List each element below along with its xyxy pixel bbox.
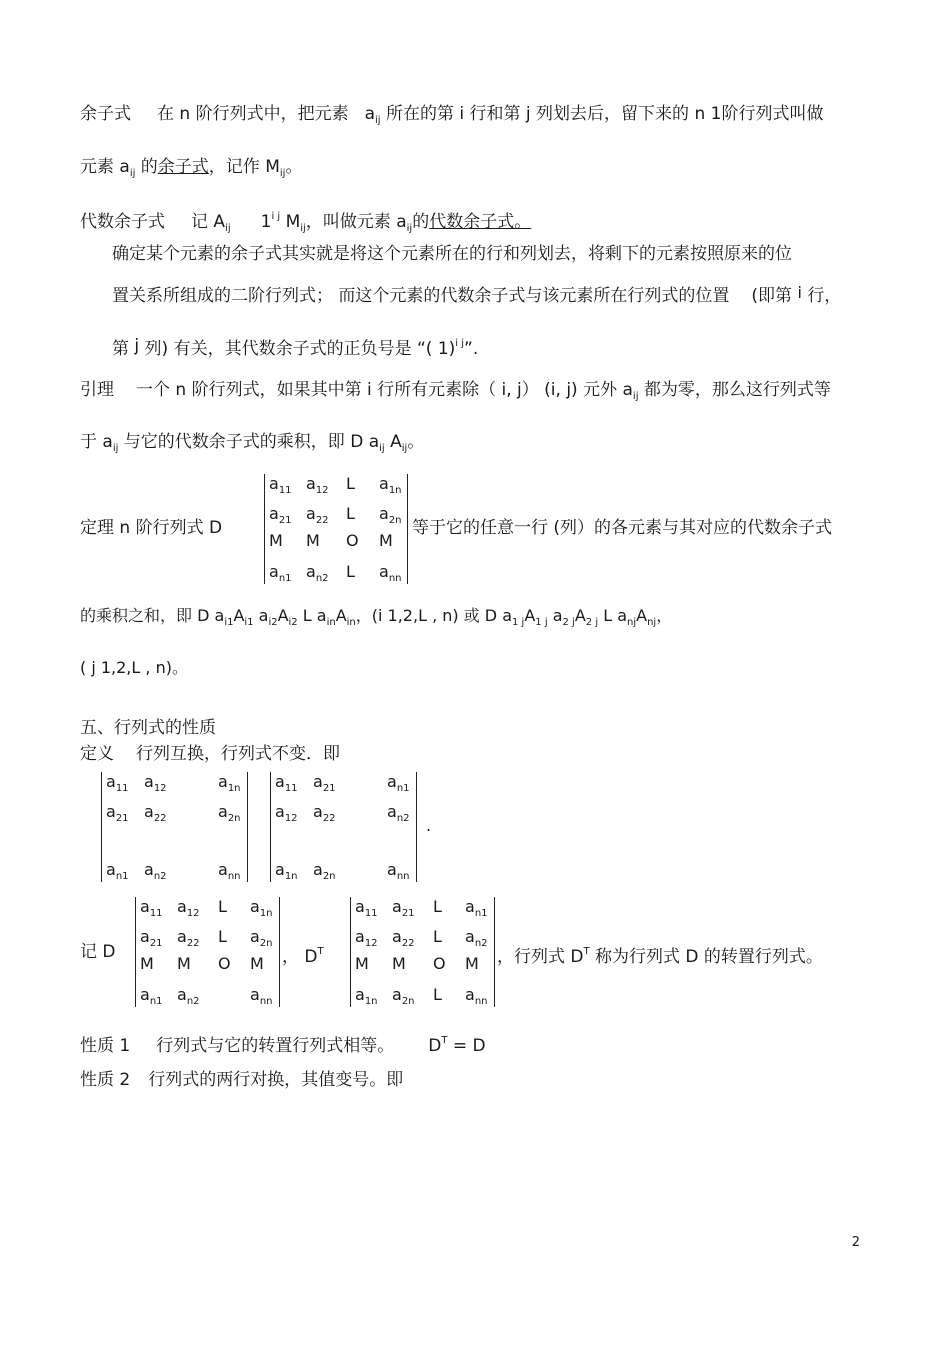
matrix-entry: $a_{21}$ [392,897,415,919]
term-definition: 定义 [80,744,114,764]
explain-line2: 置关系所组成的二阶行列式； 而这个元素的代数余子式与该元素所在行列式的位置 (即第 i 行， [112,283,842,306]
matrix-entry: $a_{2n}$ [313,860,336,882]
matrix-entry: M [379,531,393,550]
theorem-line3: ( j 1,2,L , n)。 [80,658,188,677]
matrix-entry: $a_{22}$ [144,802,167,824]
determinant-theorem [264,474,408,584]
definition-transpose: 定义 行列互换，行列式不变．即 [80,744,340,764]
matrix-entry: $a_{nn}$ [379,562,402,584]
matrix-entry: M [355,954,369,973]
term-lemma: 引理 [80,380,114,400]
matrix-entry: $a_{n2}$ [177,985,200,1007]
matrix-entry: $a_{11}$ [275,772,298,794]
matrix-entry: $a_{1n}$ [250,897,273,919]
matrix-entry: $a_{1n}$ [275,860,298,882]
matrix-entry: $a_{nn}$ [465,985,488,1007]
matrix-entry: M [269,531,283,550]
matrix-entry: O [433,954,446,973]
matrix-entry: $a_{12}$ [144,772,167,794]
matrix-entry: $a_{21}$ [313,772,336,794]
term-property-2: 性质 2 [80,1070,131,1090]
term-cofactor: 代数余子式 [80,212,165,232]
matrix-entry: $a_{11}$ [355,897,378,919]
matrix-entry: $a_{21}$ [269,504,292,526]
matrix-entry: $a_{n2}$ [465,927,488,949]
matrix-entry: L [218,897,227,916]
matrix-entry: $a_{12}$ [355,927,378,949]
page-number: 2 [851,1235,860,1250]
matrix-entry: $a_{n2}$ [144,860,167,882]
lemma-line1: 引理 一个 n 阶行列式，如果其中第 i 行所有元素除（ i, j） (i, j) 元外 $a_{ij}$ 都为零，那么这行列式等 [80,380,831,402]
transpose-definition-text: ，行列式 $D^T$ 称为行列式 D 的转置行列式。 [497,946,823,967]
matrix-entry: $a_{2n}$ [392,985,415,1007]
matrix-entry: $a_{11}$ [106,772,129,794]
property-1: 性质 1 行列式与它的转置行列式相等。 $D^T = D$ [80,1035,486,1056]
matrix-entry: L [346,562,355,581]
matrix-entry: L [346,474,355,493]
explain-line1: 确定某个元素的余子式其实就是将这个元素所在的行和列划去，将剩下的元素按照原来的位 [112,244,792,264]
matrix-entry: M [177,954,191,973]
notation-DT: ， $D^T$ [282,946,324,967]
matrix-entry: L [346,504,355,523]
matrix-entry: $a_{22}$ [313,802,336,824]
matrix-entry: $a_{11}$ [269,474,292,496]
matrix-entry: L [218,927,227,946]
matrix-entry: $a_{11}$ [140,897,163,919]
matrix-entry: M [140,954,154,973]
matrix-entry: $a_{22}$ [177,927,200,949]
explain-line3: 第 j 列) 有关，其代数余子式的正负号是 “( 1)$^{i j}$”. [112,336,479,359]
matrix-entry: $a_{2n}$ [218,802,241,824]
lemma-line2: 于 $a_{ij}$ 与它的代数余子式的乘积，即 D $a_{ij}$ $A_{ij}$。 [80,432,425,454]
def-cofactor-line: 代数余子式 记 $A_{ij}$ $1^{i j}$ $M_{ij}$，叫做元素 $a_{ij}$的代数余子式。 [80,211,532,234]
matrix-entry: M [250,954,264,973]
notation-D: 记 D [80,942,116,962]
section-heading: 五、行列式的性质 [80,718,216,738]
matrix-entry: L [433,897,442,916]
def-minor-line2: 元素 $a_{ij}$ 的余子式，记作 $M_{ij}$。 [80,157,303,179]
matrix-entry: $a_{22}$ [306,504,329,526]
matrix-entry: O [218,954,231,973]
matrix-entry: $a_{2n}$ [250,927,273,949]
matrix-entry: $a_{12}$ [306,474,329,496]
matrix-entry: M [465,954,479,973]
matrix-entry: M [306,531,320,550]
matrix-entry: $a_{nn}$ [250,985,273,1007]
matrix-entry: $a_{12}$ [275,802,298,824]
matrix-entry: $a_{1n}$ [355,985,378,1007]
matrix-entry: $a_{21}$ [106,802,129,824]
matrix-entry: $a_{21}$ [140,927,163,949]
theorem-line1-left: 定理 n 阶行列式 D [80,518,223,538]
determinant-original [101,772,248,882]
matrix-entry: $a_{22}$ [392,927,415,949]
minor-underlined: 余子式 [157,157,209,177]
matrix-entry: $a_{n2}$ [306,562,329,584]
determinant-D [135,897,280,1007]
matrix-entry: $a_{nn}$ [218,860,241,882]
matrix-entry: O [346,531,359,550]
matrix-entry: L [433,985,442,1004]
property-2: 性质 2 行列式的两行对换，其值变号。即 [80,1070,404,1090]
cofactor-underlined: 代数余子式。 [429,212,532,232]
period: . [426,816,432,835]
matrix-entry: $a_{12}$ [177,897,200,919]
matrix-entry: $a_{2n}$ [379,504,402,526]
matrix-entry: $a_{n2}$ [387,802,410,824]
def-minor-line1: 余子式 在 n 阶行列式中，把元素 $a_{ij}$ 所在的第 i 行和第 j 列划去后，留下来的 n 1阶行列式叫做 [80,104,824,126]
matrix-entry: $a_{1n}$ [379,474,402,496]
theorem-line1-right: 等于它的任意一行 (列）的各元素与其对应的代数余子式 [412,518,833,538]
term-minor: 余子式 [80,104,131,124]
matrix-entry: $a_{n1}$ [140,985,163,1007]
matrix-entry: $a_{nn}$ [387,860,410,882]
determinant-DT [350,897,495,1007]
matrix-entry: $a_{1n}$ [218,772,241,794]
term-property-1: 性质 1 [80,1036,131,1056]
matrix-entry: L [433,927,442,946]
determinant-transposed [270,772,417,882]
matrix-entry: $a_{n1}$ [387,772,410,794]
matrix-entry: $a_{n1}$ [269,562,292,584]
matrix-entry: M [392,954,406,973]
matrix-entry: $a_{n1}$ [465,897,488,919]
matrix-entry: $a_{n1}$ [106,860,129,882]
theorem-line2: 的乘积之和，即 D $a_{i1}A_{i1}$ $a_{i2}A_{i2}$ L $a_{in}A_{in}$，(i 1,2,L , n) 或 D $a_{1 j}A_{1 j}$ $a_{2 j}A_{2 j}$ L $a_{nj}A_{nj}$， [80,606,673,628]
